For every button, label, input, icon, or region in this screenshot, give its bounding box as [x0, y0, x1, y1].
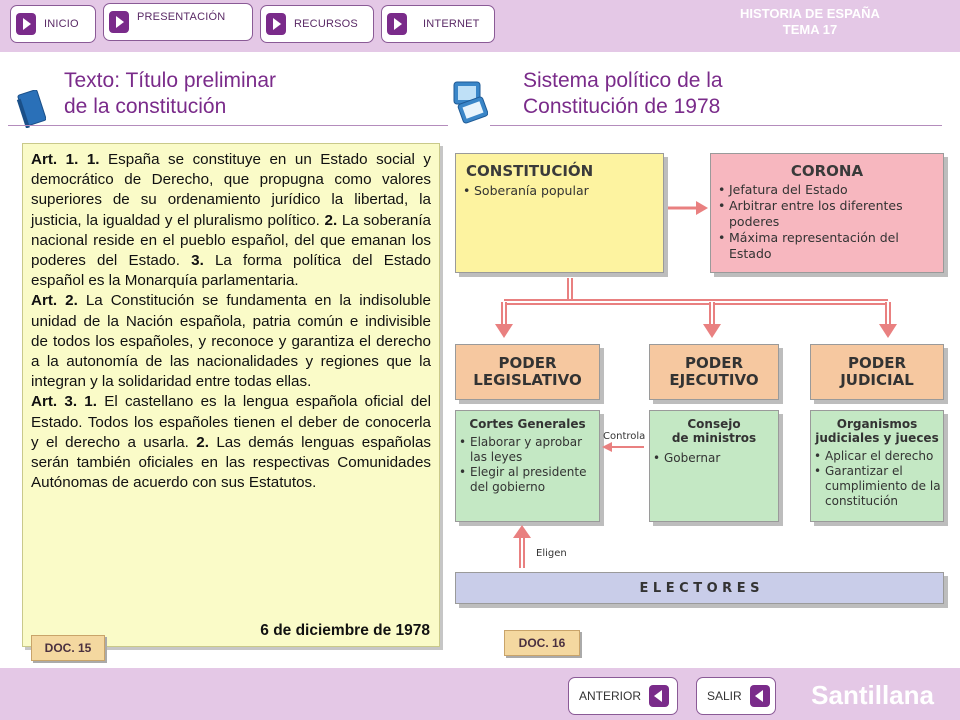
eligen-arrow	[512, 524, 532, 570]
article-3	[31, 392, 431, 493]
article-3-text-1: El castellano es la lengua española oficial del Estado. Todos los españoles tienen el deber de conocerla y el derecho a usarla.	[31, 393, 431, 451]
article-1	[31, 150, 431, 291]
anterior-label: ANTERIOR	[579, 689, 642, 703]
organismos-item: • Garantizar el cumplimiento de la constitución	[813, 464, 943, 509]
constitucion-title: CONSTITUCIÓN	[466, 162, 594, 180]
eligen-label: Eligen	[536, 548, 567, 559]
article-1-text-2: La soberanía nacional reside en el pueblo español, del que emanan los poderes del Estado.	[31, 211, 431, 270]
organismos-title	[811, 417, 943, 445]
article-3-text-2: Las demás lenguas españolas serán también oficiales en las respectivas Comunidades Autónomas de acuerdo con sus Estatutos.	[31, 433, 431, 492]
branching-arrows	[490, 276, 910, 342]
play-arrow-icon	[109, 11, 129, 33]
poder-judicial-line1: PODER	[848, 354, 906, 372]
constitucion-box	[455, 153, 664, 273]
corona-list	[717, 182, 942, 262]
cortes-list	[458, 435, 599, 495]
anterior-button[interactable]	[568, 677, 678, 715]
constitution-date: 6 de diciembre de 1978	[260, 622, 430, 639]
corona-item: • Máxima representación del Estado	[717, 230, 942, 262]
article-1-text-3: La forma política del Estado español es la Monarquía parlamentaria.	[31, 252, 431, 290]
left-section-heading	[64, 68, 276, 120]
screen-icon	[452, 80, 488, 124]
corona-item: • Arbitrar entre los diferentes poderes	[717, 198, 942, 230]
consejo-list	[652, 451, 778, 466]
poder-judicial-line2: JUDICIAL	[840, 371, 914, 389]
right-heading-line2: Constitución de 1978	[523, 95, 721, 118]
poder-ejecutivo-box	[649, 344, 779, 400]
play-arrow-icon	[387, 13, 407, 35]
brand-subject: HISTORIA DE ESPAÑA	[740, 6, 880, 21]
poder-judicial-title	[811, 355, 943, 389]
play-arrow-icon	[266, 13, 286, 35]
book-icon	[16, 90, 46, 128]
constitucion-item: • Soberanía popular	[462, 183, 663, 199]
cortes-generales-title: Cortes Generales	[469, 417, 586, 431]
doc16-tag: DOC. 16	[504, 630, 580, 656]
right-heading-rule	[490, 125, 942, 126]
right-section-heading	[523, 68, 723, 120]
poder-ejecutivo-line1: PODER	[685, 354, 743, 372]
organismos-title-line1: Organismos	[836, 417, 918, 431]
article-1-num-2: 2.	[324, 211, 338, 229]
cortes-item: • Elegir al presidente del gobierno	[458, 465, 599, 495]
controla-label: Controla	[603, 431, 646, 442]
article-2-text: La Constitución se fundamenta en la indisoluble unidad de la Nación española, patria común e indivisible de todos los españoles, y reconoce y garantiza el derecho a la autonomía de las nacionalidades y regiones que la integran y la solidaridad entre todas ellas.	[31, 292, 432, 391]
play-arrow-icon	[16, 13, 36, 35]
left-heading-line2: de la constitución	[64, 95, 227, 118]
nav-presentacion-label: PRESENTACIÓN	[137, 11, 226, 23]
corona-item: • Jefatura del Estado	[717, 182, 942, 198]
cortes-generales-box	[455, 410, 600, 522]
poder-legislativo-line1: PODER	[498, 354, 557, 372]
consejo-ministros-box	[649, 410, 779, 522]
organismos-list	[813, 449, 943, 509]
electores-label: E L E C T O R E S	[639, 581, 760, 596]
nav-inicio-button[interactable]	[10, 5, 96, 43]
salir-label: SALIR	[707, 689, 742, 703]
constitucion-list	[462, 183, 663, 199]
poder-ejecutivo-line2: EJECUTIVO	[669, 371, 759, 389]
arrow-constitucion-corona	[666, 198, 710, 218]
nav-internet-button[interactable]	[381, 5, 495, 43]
poder-legislativo-title	[456, 355, 599, 389]
nav-recursos-label: RECURSOS	[294, 18, 358, 30]
nav-inicio-label: INICIO	[44, 18, 79, 30]
article-2-heading: Art. 2.	[31, 292, 78, 310]
consejo-item: • Gobernar	[652, 451, 778, 466]
poder-legislativo-box	[455, 344, 600, 400]
consejo-title-line2: de ministros	[671, 431, 757, 445]
back-arrow-icon	[750, 685, 770, 707]
corona-title: CORONA	[790, 162, 864, 180]
nav-internet-label: INTERNET	[423, 18, 480, 30]
course-brand	[740, 6, 880, 38]
consejo-ministros-title	[650, 417, 778, 445]
nav-presentacion-button[interactable]	[103, 3, 253, 41]
poder-ejecutivo-title	[650, 355, 778, 389]
cortes-item: • Elaborar y aprobar las leyes	[458, 435, 599, 465]
brand-unit: TEMA 17	[782, 22, 838, 37]
poder-legislativo-line2: LEGISLATIVO	[473, 371, 582, 389]
left-heading-rule	[8, 125, 448, 126]
article-3-num-2: 2.	[196, 433, 209, 451]
controla-arrow	[600, 440, 650, 454]
article-1-heading: Art. 1. 1.	[31, 151, 100, 168]
article-2	[31, 291, 431, 392]
left-heading-line1: Texto: Título preliminar	[64, 69, 277, 92]
salir-button[interactable]	[696, 677, 776, 715]
article-1-num-3: 3.	[191, 252, 204, 270]
article-1-text-1: España se constituye en un Estado social y democrático de Derecho, que propugna como valores superiores de su ordenamiento jurídico la libertad, la justicia, la igualdad y el pluralismo político.	[31, 151, 431, 229]
right-heading-line1: Sistema político de la	[523, 69, 723, 92]
organismos-judiciales-box	[810, 410, 944, 522]
electores-box	[455, 572, 944, 604]
doc15-tag: DOC. 15	[31, 635, 105, 661]
publisher-logo: Santillana	[811, 680, 934, 710]
organismos-title-line2: judiciales y jueces	[815, 431, 939, 445]
nav-recursos-button[interactable]	[260, 5, 374, 43]
corona-box	[710, 153, 944, 273]
article-3-heading: Art. 3. 1.	[31, 393, 97, 411]
back-arrow-icon	[649, 685, 669, 707]
poder-judicial-box	[810, 344, 944, 400]
constitution-articles-text	[31, 150, 431, 493]
organismos-item: • Aplicar el derecho	[813, 449, 943, 464]
consejo-title-line1: Consejo	[687, 417, 741, 431]
